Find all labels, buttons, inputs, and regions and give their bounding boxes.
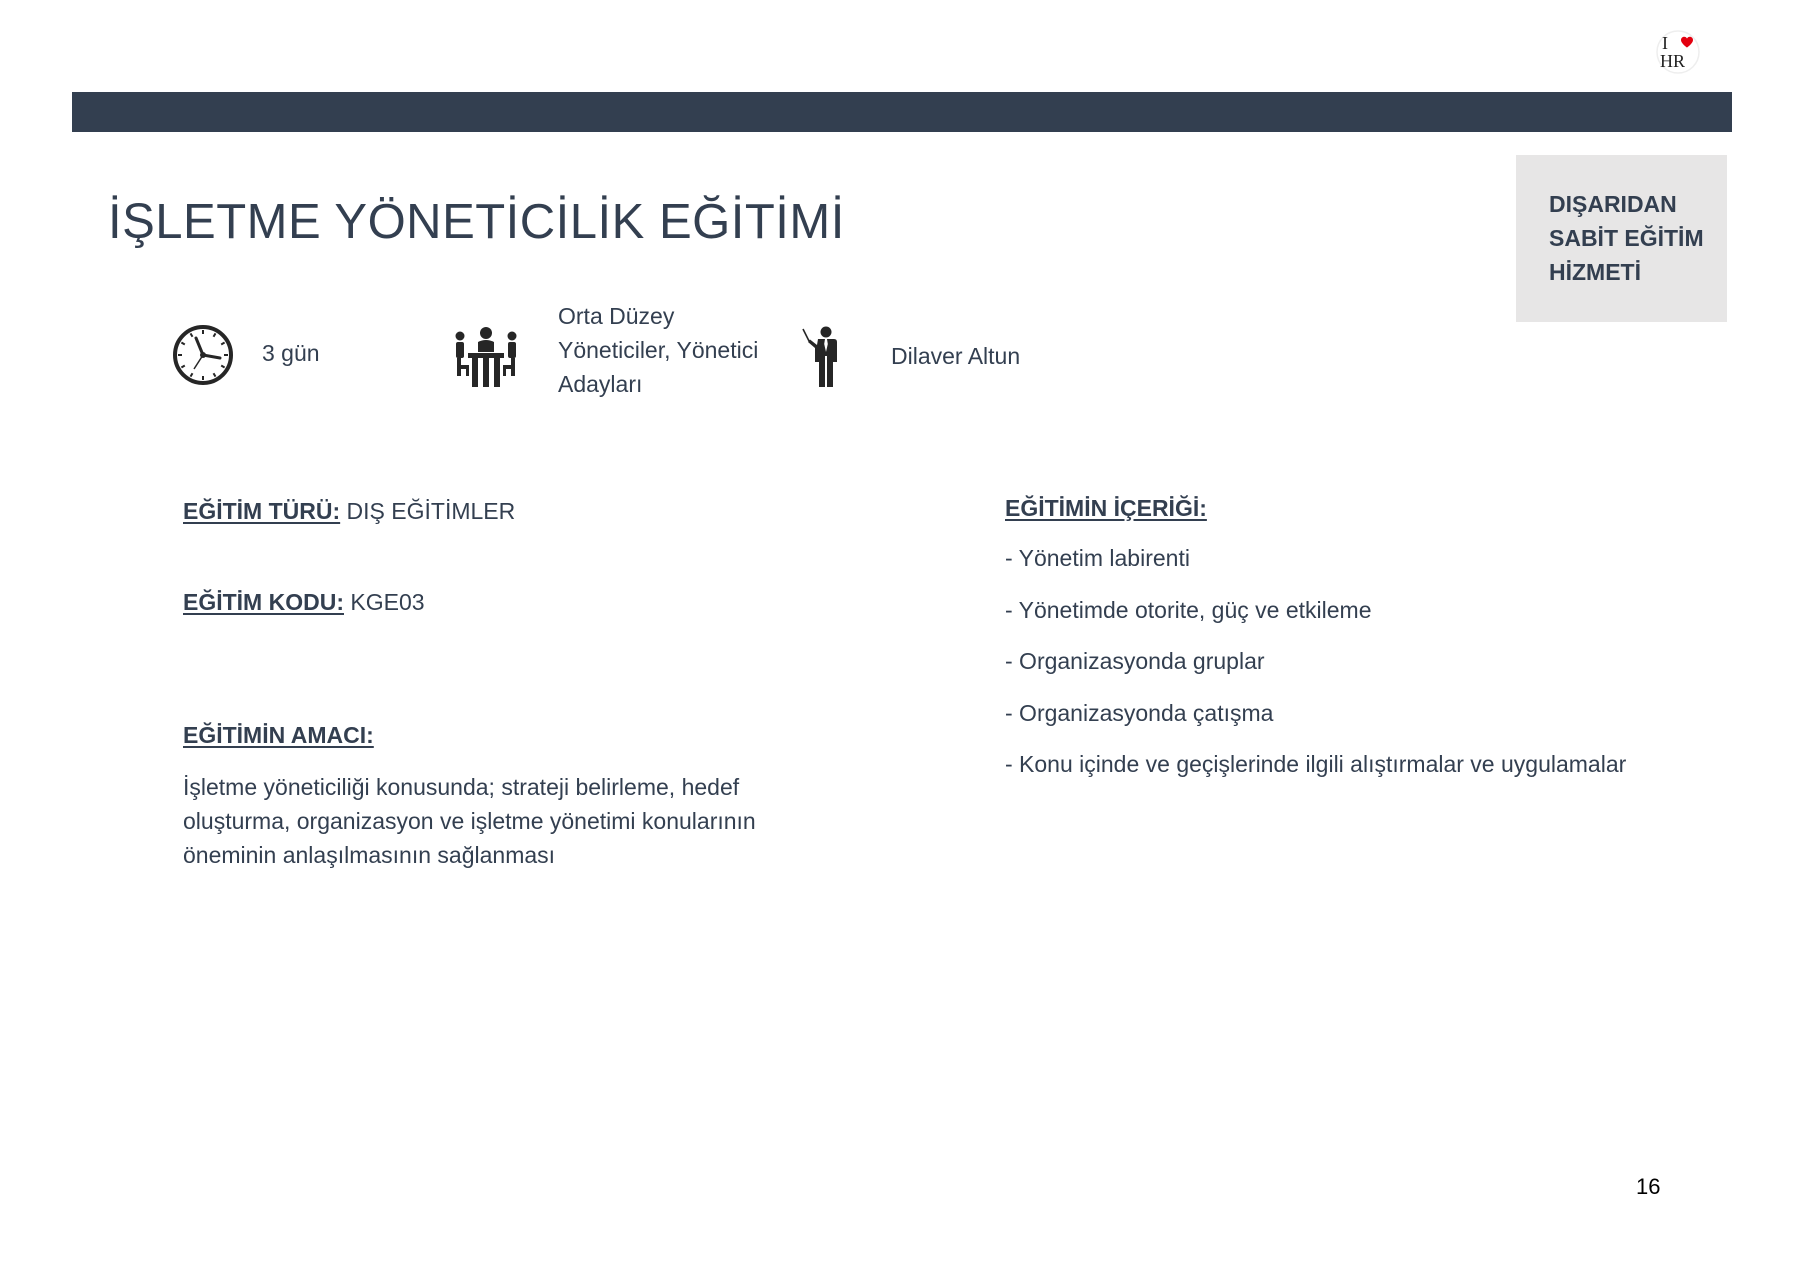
purpose-heading [183, 718, 374, 752]
content-heading: EĞİTİMİN İÇERİĞİ: [1005, 495, 1207, 521]
content-item-5: - Konu içinde ve geçişlerinde ilgili alıştırmalar ve uygulamalar [1005, 751, 1627, 777]
purpose-label: EĞİTİMİN AMACI: [183, 722, 374, 748]
training-type-label: EĞİTİM TÜRÜ: [183, 498, 341, 524]
audience-line-3: Adayları [558, 371, 643, 397]
service-line-1: DIŞARIDAN [1549, 191, 1677, 217]
content-item-1: - Yönetim labirenti [1005, 545, 1190, 571]
training-type [183, 494, 515, 528]
content-item-4: - Organizasyonda çatışma [1005, 699, 1274, 726]
service-line-3: HİZMETİ [1549, 259, 1641, 285]
trainer-name: Dilaver Altun [891, 343, 1021, 369]
audience-line-2: Yöneticiler, Yönetici [558, 337, 759, 363]
header-bar [72, 92, 1732, 132]
logo-letter-i: I [1662, 33, 1668, 53]
meeting-people-icon [454, 326, 518, 388]
training-code-label: EĞİTİM KODU: [183, 589, 344, 615]
training-code-value: KGE03 [344, 589, 425, 615]
service-line-2: SABİT EĞİTİM [1549, 225, 1704, 251]
content-item-3: - Organizasyonda gruplar [1005, 648, 1265, 674]
training-code [183, 585, 425, 619]
purpose-text [183, 770, 823, 872]
content-list [1005, 541, 1626, 799]
purpose-line-1: İşletme yöneticiliği konusunda; strateji belirleme, hedef [183, 774, 740, 800]
audience-text [558, 299, 758, 401]
content-item-2: - Yönetimde otorite, güç ve etkileme [1005, 596, 1372, 623]
service-type-box [1516, 155, 1727, 322]
presenter-icon [802, 326, 844, 388]
page-title: İŞLETME YÖNETİCİLİK EĞİTİMİ [108, 195, 845, 249]
logo-letters-hr: HR [1660, 51, 1686, 71]
purpose-line-2: oluşturma, organizasyon ve işletme yönetimi konularının [183, 808, 756, 834]
clock-icon [172, 324, 234, 386]
i-love-hr-logo [1652, 28, 1704, 74]
page-number: 16 [1636, 1174, 1661, 1199]
duration-text: 3 gün [262, 340, 320, 366]
training-type-value: DIŞ EĞİTİMLER [340, 498, 516, 524]
audience-line-1: Orta Düzey [558, 303, 675, 329]
purpose-line-3: öneminin anlaşılmasının sağlanması [183, 842, 556, 868]
